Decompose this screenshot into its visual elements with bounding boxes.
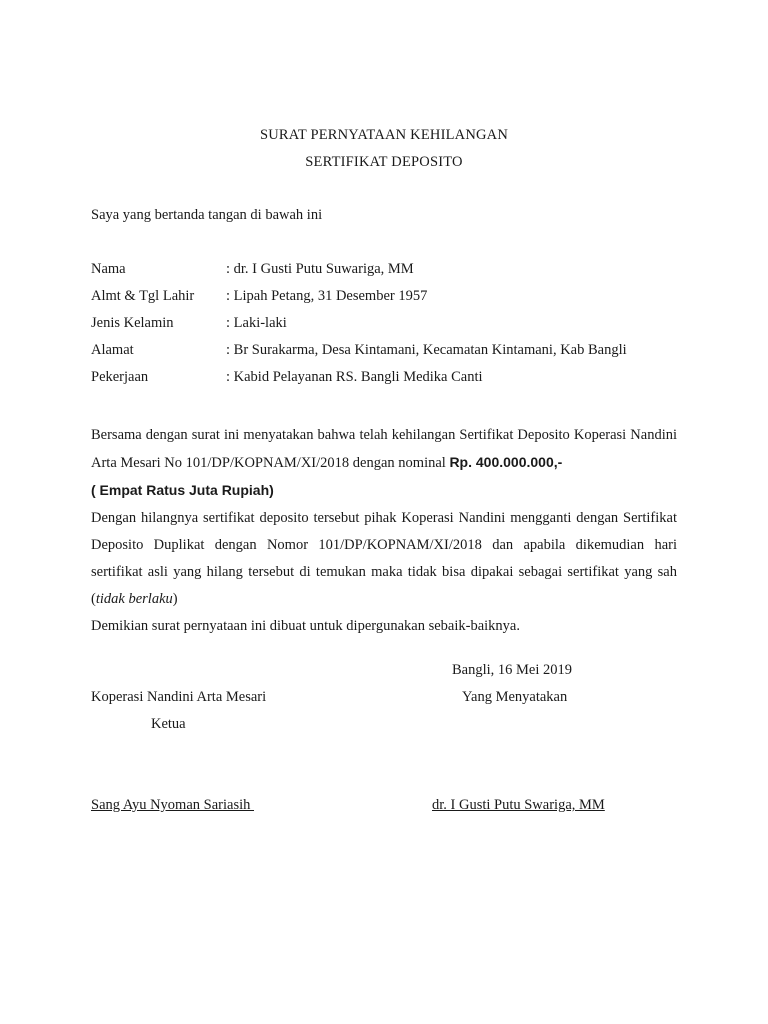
- identity-value: : dr. I Gusti Putu Suwariga, MM: [226, 261, 414, 277]
- identity-value: : Laki-laki: [226, 315, 287, 331]
- intro-sentence: Saya yang bertanda tangan di bawah ini: [91, 207, 323, 223]
- right-signer-name: dr. I Gusti Putu Swariga, MM: [432, 797, 605, 813]
- identity-row-occupation: [91, 369, 627, 396]
- identity-row-name: [91, 261, 627, 288]
- identity-value: : Lipah Petang, 31 Desember 1957: [226, 288, 428, 304]
- paragraph-closing: Demikian surat pernyataan ini dibuat untuk dipergunakan sebaik-baiknya.: [91, 618, 520, 634]
- identity-row-address: [91, 342, 627, 369]
- paragraph-replacement-text: Dengan hilangnya sertifikat deposito tersebut pihak Koperasi Nandini mengganti dengan Sertifikat Deposito Duplikat dengan Nomor 101/DP/KOPNAM/XI/2018 dan apabila dikemudian hari sertifikat asli yang hilang tersebut di temukan maka tidak bisa dipakai sebagai sertifikat yang sah (: [91, 510, 677, 607]
- statement-body: [91, 422, 677, 640]
- identity-row-birth: [91, 288, 627, 315]
- left-organization: Koperasi Nandini Arta Mesari: [91, 689, 267, 705]
- document-title-line-1: SURAT PERNYATAAN KEHILANGAN: [259, 127, 509, 143]
- nominal-amount: Rp. 400.000.000,-: [449, 454, 563, 470]
- right-role: Yang Menyatakan: [462, 689, 568, 705]
- identity-label: Alamat: [91, 342, 134, 358]
- identity-label: Almt & Tgl Lahir: [91, 288, 195, 304]
- left-signer-name: Sang Ayu Nyoman Sariasih: [91, 797, 254, 813]
- not-valid-note: tidak berlaku: [95, 591, 173, 607]
- identity-row-gender: [91, 315, 627, 342]
- identity-value: : Kabid Pelayanan RS. Bangli Medika Canti: [226, 369, 483, 385]
- place-date: Bangli, 16 Mei 2019: [452, 662, 573, 678]
- paragraph-replacement: [91, 505, 677, 613]
- identity-label: Jenis Kelamin: [91, 315, 174, 331]
- identity-table: [91, 261, 627, 396]
- paragraph-loss-text: Bersama dengan surat ini menyatakan bahwa telah kehilangan Sertifikat Deposito Koperasi Nandini Arta Mesari No 101/DP/KOPNAM/XI/2018 dengan nominal: [91, 427, 677, 471]
- nominal-in-words: ( Empat Ratus Juta Rupiah): [91, 482, 274, 498]
- document-title-line-2: SERTIFIKAT DEPOSITO: [305, 154, 463, 170]
- identity-value: : Br Surakarma, Desa Kintamani, Kecamatan Kintamani, Kab Bangli: [226, 342, 627, 358]
- identity-label: Nama: [91, 261, 126, 277]
- identity-label: Pekerjaan: [91, 369, 149, 385]
- paragraph-replacement-close: ): [172, 591, 178, 607]
- paragraph-loss: [91, 422, 677, 505]
- left-role: Ketua: [151, 716, 186, 732]
